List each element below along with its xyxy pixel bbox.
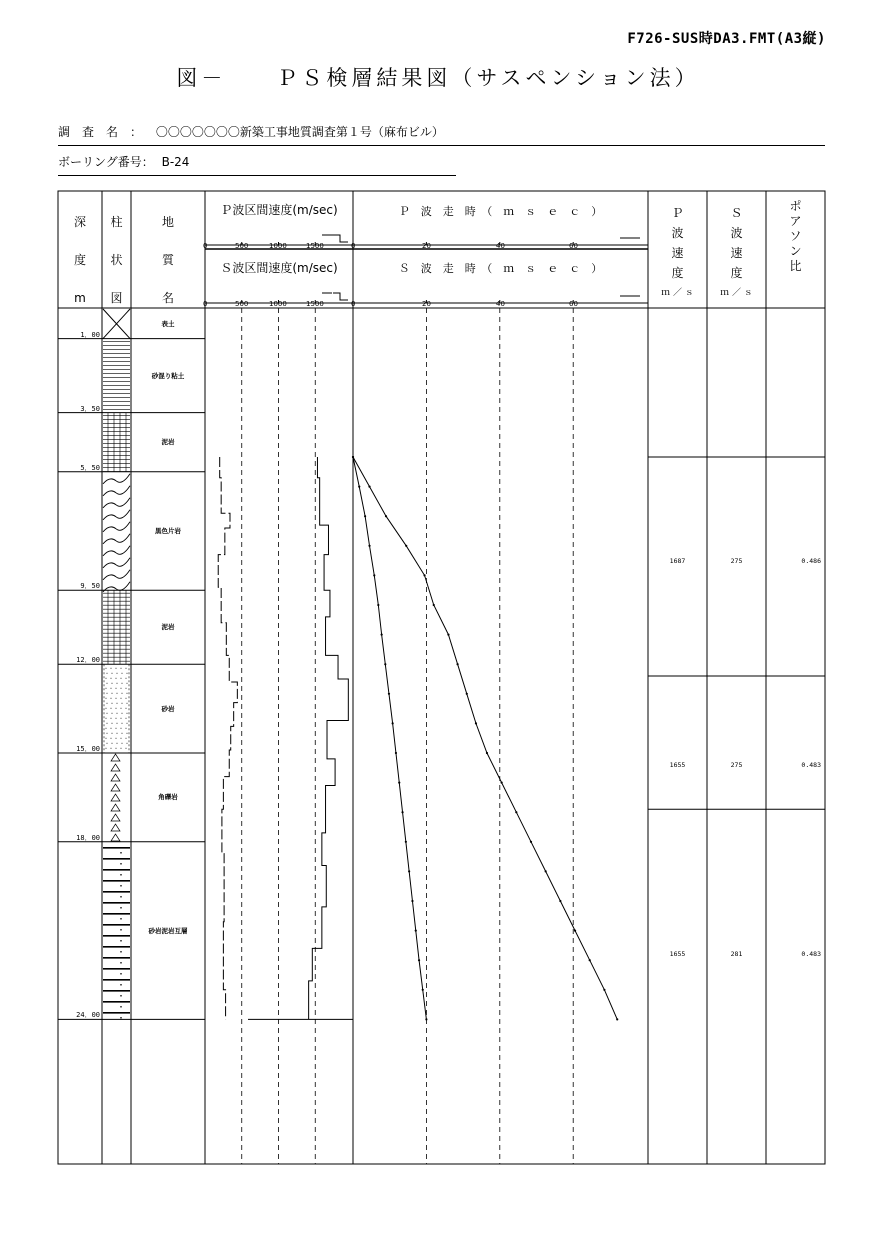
p-travel-time-curve-point (466, 693, 468, 695)
survey-label: 調 査 名 ： (58, 125, 143, 139)
pattern-dot (111, 718, 112, 719)
s-time-tick-40: 40 (496, 300, 505, 308)
page-title: 図－ ＰＳ検層結果図（サスペンション法） (176, 66, 700, 90)
s-travel-time-curve-point (422, 989, 424, 991)
s-travel-time-curve-point (377, 604, 379, 606)
s-vel-tick-1500: 1500 (306, 300, 324, 308)
pattern-wave (103, 570, 130, 580)
p-interval-velocity-line (309, 457, 349, 1019)
pattern-dot (112, 743, 113, 744)
geology-name: 表土 (161, 319, 175, 328)
depth-label: 3．50 (80, 404, 100, 413)
p-vel-tick-1500: 1500 (306, 242, 324, 250)
s-travel-time-curve-point (364, 515, 366, 517)
p-travel-time-curve-point (385, 515, 387, 517)
s-travel-time-curve-point (358, 486, 360, 488)
pattern-dot (111, 738, 112, 739)
vp-value: 1655 (669, 760, 686, 769)
pattern-dot (107, 713, 108, 714)
p-travel-time-curve-point (501, 782, 503, 784)
pattern-dot (106, 688, 107, 689)
pattern-dot (107, 683, 108, 684)
depth-label: 24．00 (76, 1011, 100, 1020)
p-travel-time-curve-point (574, 930, 576, 932)
pattern-dot (107, 723, 108, 724)
p-travel-time-curve-point (603, 989, 605, 991)
poisson-value: 0.483 (801, 950, 821, 959)
s-vel-tick-1000: 1000 (269, 300, 287, 308)
pattern-dot (120, 995, 122, 997)
pattern-dot (107, 673, 108, 674)
pattern-dot (111, 748, 112, 749)
pattern-triangle (111, 784, 120, 791)
s-time-tick-60: 60 (569, 300, 578, 308)
s-velocity-header: Ｓ 波 速 度 ｍ ／ ｓ (720, 206, 753, 298)
p-travel-time-curve (353, 457, 617, 1019)
p-travel-time-curve-point (515, 811, 517, 813)
survey-name: 〇〇〇〇〇〇〇新築工事地質調査第１号（麻布ビル） (155, 125, 444, 139)
p-travel-time-curve-point (475, 722, 477, 724)
geology-name: 砂岩 (161, 704, 175, 713)
s-interval-title: Ｓ波区間速度(m/sec) (220, 261, 338, 275)
depth-label: 5．50 (80, 463, 100, 472)
s-interval-velocity-line (218, 457, 237, 1019)
s-travel-time-curve-point (415, 930, 417, 932)
pattern-dot (122, 683, 123, 684)
pattern-dot (106, 668, 107, 669)
depth-header: 深 度 m (73, 215, 86, 305)
pattern-dot (126, 678, 127, 679)
s-travel-time-curve-point (384, 663, 386, 665)
pattern-dot (106, 738, 107, 739)
p-time-tick-60: 60 (569, 242, 578, 250)
pattern-dot (126, 718, 127, 719)
s-travel-time-curve-point (418, 959, 420, 961)
s-travel-time-curve-point (392, 722, 394, 724)
pattern-wave (103, 510, 130, 520)
pattern-dot (121, 688, 122, 689)
depth-label: 15．00 (76, 745, 100, 753)
pattern-dot (111, 688, 112, 689)
pattern-dot (120, 1017, 122, 1019)
s-travel-time-curve-point (381, 634, 383, 636)
pattern-dot (122, 723, 123, 724)
pattern-dot (111, 698, 112, 699)
boring-label: ボーリング番号： (58, 155, 154, 169)
pattern-dot (122, 673, 123, 674)
pattern-dot (121, 678, 122, 679)
pattern-dot (122, 713, 123, 714)
s-travel-time-curve-point (408, 870, 410, 872)
pattern-dot (111, 668, 112, 669)
p-interval-title: Ｐ波区間速度(m/sec) (220, 203, 338, 217)
pattern-dot (116, 688, 117, 689)
pattern-dot (120, 962, 122, 964)
p-travel-time-curve-point (405, 545, 407, 547)
pattern-dot (116, 748, 117, 749)
s-travel-time-curve-point (405, 841, 407, 843)
p-travel-time-curve-point (433, 604, 435, 606)
pattern-wave (103, 558, 130, 568)
pattern-dot (121, 668, 122, 669)
pattern-dot (121, 718, 122, 719)
pattern-triangle (111, 824, 120, 831)
pattern-wave (103, 546, 130, 556)
pattern-wave (103, 498, 130, 508)
pattern-dot (112, 713, 113, 714)
pattern-dot (116, 708, 117, 709)
pattern-dot (107, 703, 108, 704)
pattern-dot (120, 885, 122, 887)
pattern-dot (126, 738, 127, 739)
pattern-dot (120, 984, 122, 986)
pattern-dot (112, 693, 113, 694)
pattern-dot (126, 748, 127, 749)
s-legend-step (333, 293, 348, 300)
pattern-dot (112, 723, 113, 724)
geology-name: 角礫岩 (158, 793, 178, 802)
pattern-dot (107, 743, 108, 744)
pattern-triangle (111, 804, 120, 811)
depth-label: 12．00 (76, 656, 100, 665)
s-vel-tick-500: 500 (235, 300, 249, 308)
pattern-dot (126, 728, 127, 729)
p-travel-time-curve-point (447, 634, 449, 636)
pattern-dot (112, 673, 113, 674)
geology-header: 地 質 名 (161, 215, 174, 305)
p-vel-tick-1000: 1000 (269, 242, 287, 250)
pattern-dot (127, 703, 128, 704)
pattern-dot (127, 683, 128, 684)
pattern-wave (103, 486, 130, 496)
pattern-triangle (111, 754, 120, 761)
pattern-dot (127, 693, 128, 694)
vs-value: 275 (730, 556, 743, 565)
pattern-dot (116, 678, 117, 679)
pattern-dot (127, 673, 128, 674)
pattern-triangle (111, 764, 120, 771)
pattern-dot (107, 693, 108, 694)
p-travel-time-curve-point (423, 574, 425, 576)
pattern-dot (120, 852, 122, 854)
pattern-dot (117, 723, 118, 724)
vp-value: 1687 (669, 556, 686, 565)
pattern-dot (116, 728, 117, 729)
poisson-value: 0.483 (801, 760, 821, 769)
vp-value: 1655 (669, 950, 686, 959)
s-travel-time-curve-point (425, 1018, 427, 1020)
depth-label: 1．00 (80, 330, 100, 339)
geology-name: 砂岩泥岩互層 (148, 926, 188, 935)
s-travel-time-curve (353, 457, 426, 1019)
poisson-value: 0.486 (801, 556, 821, 565)
pattern-dot (122, 703, 123, 704)
file-id: F726-SUS時DA3.FMT(A3縦) (627, 31, 826, 47)
pattern-dot (127, 733, 128, 734)
p-travel-time-curve-point (486, 752, 488, 754)
p-legend-step (322, 235, 348, 242)
p-time-tick-20: 20 (422, 242, 431, 250)
p-vel-tick-0: 0 (203, 242, 208, 250)
p-travel-time-curve-point (545, 870, 547, 872)
s-travel-time-curve-point (411, 900, 413, 902)
pattern-dot (116, 718, 117, 719)
pattern-dot (117, 713, 118, 714)
pattern-dot (111, 678, 112, 679)
pattern-dot (120, 918, 122, 920)
pattern-dot (117, 673, 118, 674)
geology-name: 泥岩 (161, 438, 175, 447)
pattern-dot (106, 678, 107, 679)
pattern-dot (117, 743, 118, 744)
pattern-dot (106, 718, 107, 719)
depth-label: 18．00 (76, 833, 100, 842)
p-vel-tick-500: 500 (235, 242, 249, 250)
pattern-dot (122, 733, 123, 734)
p-velocity-header: Ｐ 波 速 度 ｍ ／ ｓ (661, 206, 694, 298)
p-travel-time-curve-point (368, 486, 370, 488)
pattern-dot (120, 1006, 122, 1008)
pattern-dot (112, 733, 113, 734)
pattern-dot (122, 743, 123, 744)
pattern-dot (126, 708, 127, 709)
pattern-dot (106, 698, 107, 699)
pattern-wave (103, 534, 130, 544)
pattern-triangle (111, 774, 120, 781)
pattern-wave (103, 474, 130, 484)
pattern-dot (126, 668, 127, 669)
s-travel-title: Ｓ 波 走 時 （ ｍ ｓ ｅ ｃ ） (398, 262, 603, 275)
pattern-dot (116, 698, 117, 699)
pattern-dot (120, 863, 122, 865)
depth-label: 9．50 (80, 582, 100, 591)
pattern-dot (120, 874, 122, 876)
pattern-triangle (111, 794, 120, 801)
boring-number: B-24 (161, 155, 190, 169)
pattern-dot (117, 693, 118, 694)
pattern-dot (120, 907, 122, 909)
pattern-dot (120, 896, 122, 898)
pattern-dot (107, 733, 108, 734)
p-travel-time-curve-point (616, 1018, 618, 1020)
geology-name: 泥岩 (161, 623, 175, 632)
p-time-tick-0: 0 (351, 242, 356, 250)
s-travel-time-curve-point (368, 545, 370, 547)
pattern-dot (116, 668, 117, 669)
poisson-header: ポ ア ソ ン 比 (789, 199, 802, 273)
vs-value: 281 (730, 950, 743, 959)
pattern-dot (120, 973, 122, 975)
geology-name: 砂混り粘土 (151, 371, 185, 380)
pattern-dot (120, 951, 122, 953)
pattern-triangle (111, 814, 120, 821)
s-travel-time-curve-point (373, 574, 375, 576)
s-travel-time-curve-point (401, 811, 403, 813)
pattern-wave (103, 522, 130, 532)
p-time-tick-40: 40 (496, 242, 505, 250)
pattern-dot (127, 743, 128, 744)
pattern-dot (117, 683, 118, 684)
p-travel-time-curve-point (530, 841, 532, 843)
pattern-dot (117, 703, 118, 704)
pattern-dot (106, 748, 107, 749)
pattern-dot (121, 698, 122, 699)
pattern-dot (106, 708, 107, 709)
pattern-dot (126, 698, 127, 699)
pattern-dot (121, 728, 122, 729)
p-travel-title: Ｐ 波 走 時 （ ｍ ｓ ｅ ｃ ） (398, 205, 603, 218)
pattern-dot (112, 683, 113, 684)
s-time-tick-20: 20 (422, 300, 431, 308)
pattern-dot (117, 733, 118, 734)
s-travel-time-curve-point (398, 782, 400, 784)
pattern-dot (121, 708, 122, 709)
pattern-dot (111, 708, 112, 709)
p-travel-time-curve-point (589, 959, 591, 961)
vs-value: 275 (730, 760, 743, 769)
s-travel-time-curve-point (352, 456, 354, 458)
s-time-tick-0: 0 (351, 300, 356, 308)
pattern-dot (111, 728, 112, 729)
pattern-dot (116, 738, 117, 739)
pattern-dot (126, 688, 127, 689)
p-travel-time-curve-point (456, 663, 458, 665)
pattern-dot (120, 940, 122, 942)
s-travel-time-curve-point (388, 693, 390, 695)
pattern-dot (106, 728, 107, 729)
column-diagram-header: 柱 状 図 (110, 215, 123, 305)
p-travel-time-curve-point (559, 900, 561, 902)
pattern-dot (120, 929, 122, 931)
table-frame (58, 191, 825, 1164)
pattern-dot (121, 738, 122, 739)
pattern-dot (122, 693, 123, 694)
pattern-dot (127, 713, 128, 714)
geology-name: 黒色片岩 (155, 527, 181, 535)
pattern-dot (127, 723, 128, 724)
pattern-dot (112, 703, 113, 704)
s-vel-tick-0: 0 (203, 300, 208, 308)
pattern-dot (121, 748, 122, 749)
s-travel-time-curve-point (395, 752, 397, 754)
pattern-triangle (111, 834, 120, 841)
